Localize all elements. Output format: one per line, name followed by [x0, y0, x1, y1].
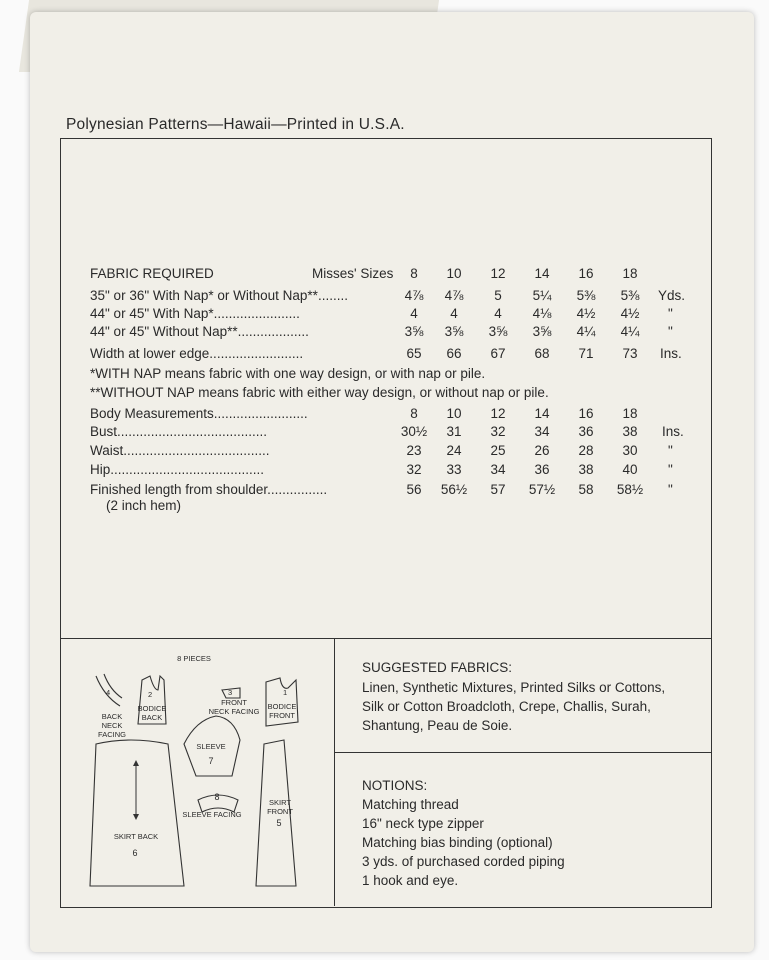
fabric-value: 4¼ [576, 324, 596, 339]
piece-label: FRONT [267, 807, 293, 816]
publisher-header: Polynesian Patterns—Hawaii—Printed in U.S.A. [66, 116, 405, 133]
fabric-value: 4½ [576, 306, 596, 321]
body-value: 58 [578, 482, 594, 497]
fabric-value: 3⅝ [404, 324, 424, 339]
piece-label: SLEEVE FACING [182, 810, 242, 819]
with-nap-note: *WITH NAP means fabric with one way design, or with nap or pile. [90, 366, 486, 381]
body-value: 38 [578, 462, 594, 477]
size-header: 16 [578, 266, 594, 281]
piece-label: FACING [98, 730, 126, 739]
body-value: 58½ [616, 482, 644, 497]
piece-label: BACK [101, 712, 123, 721]
fabric-row-label: 35" or 36" With Nap* or Without Nap**........ [90, 288, 348, 303]
fabric-value: 73 [622, 346, 638, 361]
fabric-value: 4 [494, 306, 502, 321]
fabric-value: 4 [450, 306, 458, 321]
body-value: 38 [622, 424, 638, 439]
piece-number: 7 [208, 756, 214, 766]
piece-label: FRONT [269, 711, 295, 720]
body-value: 57 [490, 482, 506, 497]
fabric-unit: " [668, 324, 673, 339]
skirt-back-piece [90, 740, 184, 886]
piece-label: SKIRT BACK [113, 832, 159, 841]
fabric-value: 3⅝ [444, 324, 464, 339]
piece-number: 3 [228, 688, 233, 697]
piece-number: 5 [276, 818, 282, 828]
body-value: 56½ [440, 482, 468, 497]
body-unit: Ins. [662, 424, 684, 439]
fabric-row-label: 44" or 45" With Nap*....................... [90, 306, 300, 321]
piece-number: 4 [106, 688, 111, 697]
piece-number: 1 [283, 688, 288, 697]
notion-item: Matching bias binding (optional) [362, 835, 553, 850]
body-value: 25 [490, 443, 506, 458]
size-header: 14 [534, 406, 550, 421]
body-value: 33 [446, 462, 462, 477]
suggested-fabrics-title: SUGGESTED FABRICS: [362, 660, 513, 675]
fabric-value: 4⅛ [532, 306, 552, 321]
fabric-value: 5 [494, 288, 502, 303]
body-row-label: Hip......................................... [90, 462, 265, 477]
notion-item: 1 hook and eye. [362, 873, 459, 888]
body-value: 24 [446, 443, 462, 458]
body-value: 36 [578, 424, 594, 439]
body-measurements-title: Body Measurements......................... [90, 406, 308, 421]
size-header: 10 [446, 406, 462, 421]
body-value: 32 [406, 462, 422, 477]
body-unit: " [668, 462, 673, 477]
piece-label: NECK [101, 721, 123, 730]
body-value: 56 [406, 482, 422, 497]
without-nap-note: **WITHOUT NAP means fabric with either way design, or without nap or pile. [90, 385, 549, 400]
body-unit: " [668, 443, 673, 458]
fabric-row-label: 44" or 45" Without Nap**................... [90, 324, 309, 339]
body-value: 28 [578, 443, 594, 458]
fabric-value: 5⅜ [576, 288, 596, 303]
size-header: 8 [410, 266, 418, 281]
size-header: 18 [622, 406, 638, 421]
suggested-fabrics-line: Linen, Synthetic Mixtures, Printed Silks or Cottons, [362, 680, 666, 695]
fabric-value: 5¼ [532, 288, 552, 303]
body-value: 26 [534, 443, 550, 458]
fabric-value: 4¼ [620, 324, 640, 339]
size-header: 16 [578, 406, 594, 421]
pieces-count: 8 PIECES [177, 654, 211, 663]
body-value: 40 [622, 462, 638, 477]
piece-number: 8 [214, 792, 220, 802]
body-value: 34 [534, 424, 550, 439]
sizes-label: Misses' Sizes [312, 266, 394, 281]
body-value: 31 [446, 424, 462, 439]
body-row-label: Waist....................................... [90, 443, 270, 458]
body-unit: " [668, 482, 673, 497]
suggested-fabrics-line: Shantung, Peau de Soie. [362, 718, 513, 733]
fabric-value: 67 [490, 346, 506, 361]
hem-note: (2 inch hem) [106, 498, 182, 513]
fabric-value: 5⅜ [620, 288, 640, 303]
body-row-label: Finished length from shoulder................ [90, 482, 328, 497]
piece-number: 2 [148, 690, 153, 699]
body-value: 32 [490, 424, 506, 439]
suggested-fabrics-list [362, 678, 665, 735]
piece-label: SKIRT [269, 798, 291, 807]
fabric-value: 3⅝ [532, 324, 552, 339]
body-value: 30½ [400, 424, 428, 439]
notions-list [362, 795, 565, 890]
body-row-label: Bust........................................ [90, 424, 268, 439]
body-value: 23 [406, 443, 422, 458]
fabric-value: 4 [410, 306, 418, 321]
piece-label: NECK FACING [208, 707, 260, 716]
piece-label: FRONT [221, 698, 247, 707]
fabric-value: 66 [446, 346, 462, 361]
fabric-value: 4⅞ [404, 288, 424, 303]
piece-label: BODICE [267, 702, 297, 711]
size-header: 12 [490, 406, 506, 421]
size-header: 18 [622, 266, 638, 281]
suggested-fabrics-line: Silk or Cotton Broadcloth, Crepe, Challis, Surah, [362, 699, 651, 714]
body-value: 34 [490, 462, 506, 477]
size-header: 10 [446, 266, 462, 281]
notion-item: 3 yds. of purchased corded piping [362, 854, 565, 869]
notions-title: NOTIONS: [362, 778, 428, 793]
fabric-required-title: FABRIC REQUIRED [90, 266, 214, 281]
fabric-value: 68 [534, 346, 550, 361]
fabric-value: 4½ [620, 306, 640, 321]
fabric-unit: " [668, 306, 673, 321]
notion-item: Matching thread [362, 797, 459, 812]
size-header: 14 [534, 266, 550, 281]
fabric-value: 4⅞ [444, 288, 464, 303]
fabric-row-label: Width at lower edge......................... [90, 346, 304, 361]
piece-label: BACK [141, 713, 163, 722]
size-header: 12 [490, 266, 506, 281]
piece-number: 6 [132, 848, 138, 858]
body-value: 57½ [528, 482, 556, 497]
body-value: 36 [534, 462, 550, 477]
piece-label: SLEEVE [196, 742, 226, 751]
fabric-unit: Yds. [658, 288, 686, 303]
piece-label: BODICE [137, 704, 167, 713]
fabric-value: 71 [578, 346, 594, 361]
fabric-value: 3⅝ [488, 324, 508, 339]
size-header: 8 [410, 406, 418, 421]
fabric-value: 65 [406, 346, 422, 361]
body-value: 30 [622, 443, 638, 458]
notion-item: 16" neck type zipper [362, 816, 484, 831]
fabric-unit: Ins. [660, 346, 682, 361]
